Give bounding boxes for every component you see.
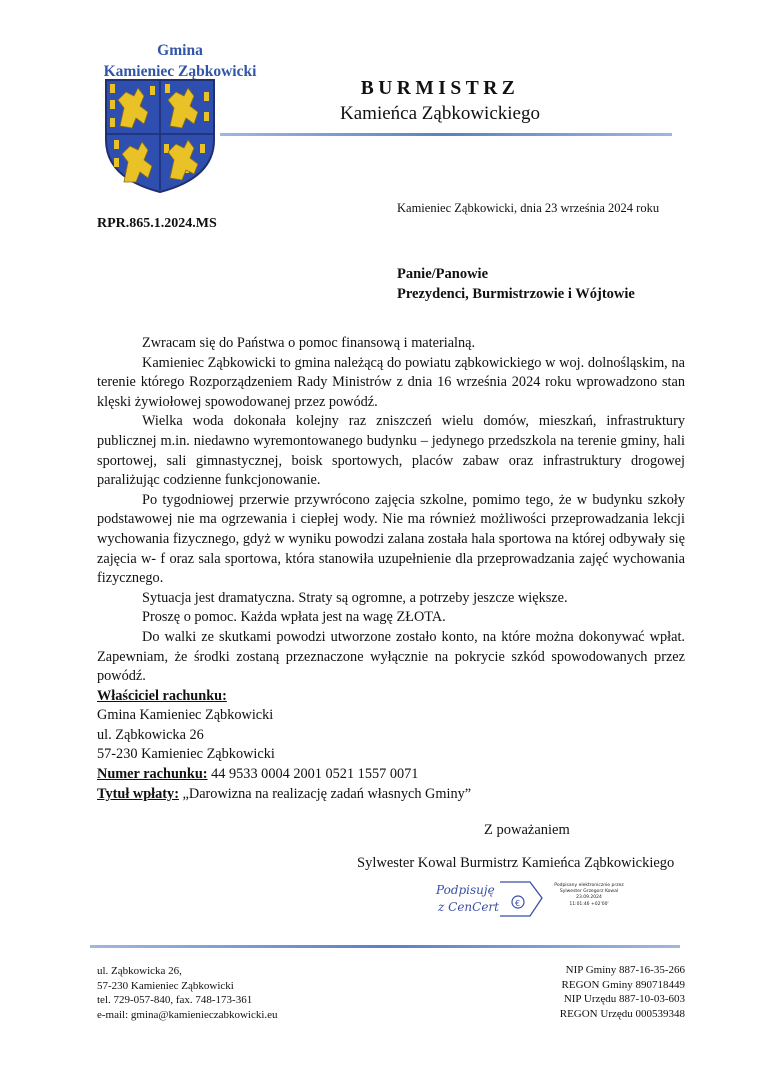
addressee-salutation: Panie/Panowie [397,266,489,282]
signer-name: Sylwester Kowal Burmistrz Kamieńca Ząbkowickiego [357,855,675,871]
footer-divider [90,945,680,948]
footer-line: NIP Gminy 887-16-35-266 [565,964,685,976]
gmina-municipality-name: Kamieniec Ząbkowicki [103,63,257,80]
svg-text:€: € [515,899,521,908]
signature-meta-line: Podpisany elektronicznie przez [554,883,624,888]
footer-line: ul. Ząbkowicka 26, [97,965,182,977]
closing-phrase: Z poważaniem [484,822,570,838]
paragraph: Proszę o pomoc. Każda wpłata jest na wagę ZŁOTA. [142,609,446,626]
paragraph: Zwracam się do Państwa o pomoc finansową i materialną. [142,335,476,351]
signature-meta-line: 23.09.2024 [576,895,602,901]
place-and-date: Kamieniec Ząbkowicki, dnia 23 września 2024 roku [397,201,660,215]
gmina-logo-text [92,40,268,82]
footer-line: NIP Urzędu 887-10-03-603 [563,993,685,1005]
paragraph: Po tygodniowej przerwie przywrócono zajęcia szkolne, pomimo tego, że w budynku szkoły podstawowej nie ma ogrzewania i ciepłej wody. Nie ma również możliwości przeprowadzania lekcji wychowania fizycznego, gdyż w wyniku powodzi zalana została hala sportowa na której odbywały się zajęcia w- f oraz sala sportowa, która stanowiła uzupełnienie dla przeprowadzania zajęć wychowania fizycznego. [97,491,685,587]
footer-registry [560,963,685,1021]
paragraph: Do walki ze skutkami powodzi utworzone zostało konto, na które można dokonywać wpłat. Zapewniam, że środki zostaną przeznaczone wyłącznie na pokrycie szkód spowodowanych przez powódź. [97,628,685,685]
signature-script [436,882,499,916]
footer-contact [97,964,278,1022]
header-divider [220,133,672,136]
footer-line: REGON Gminy 890718449 [561,978,685,991]
account-owner-line: 57-230 Kamieniec Ząbkowicki [97,746,275,763]
paragraph: Sytuacja jest dramatyczna. Straty są ogromne, a potrzeby jeszcze większe. [142,589,568,606]
paragraph: Wielka woda dokonała kolejny raz zniszczeń wielu domów, mieszkań, infrastruktury publicznej m.in. niedawno wyremontowanego budynku – jedynego przedszkola na terenie gminy, hali sportowej, sali gimnastycznej, boisk sportowych, placów zabaw oraz infrastruktury drogowej paraliżując codzienne funkcjonowanie. [97,413,685,489]
footer-line: 57-230 Kamieniec Ząbkowicki [97,979,234,992]
footer-line: tel. 729-057-840, fax. 748-173-361 [97,994,253,1006]
account-owner-line: ul. Ząbkowicka 26 [97,726,204,743]
paragraph: Kamieniec Ząbkowicki to gmina należącą do powiatu ząbkowickiego w woj. dolnośląskim, na terenie którego Rozporządzeniem Rady Ministrów z dnia 16 września 2024 roku wprowadzono stan klęski żywiołowej spowodowanej przez powódź. [97,354,685,410]
office-title: BURMISTRZ [360,78,520,99]
coat-of-arms-icon [104,78,216,194]
account-owner-label: Właściciel rachunku: [97,687,227,704]
account-number-label: Numer rachunku: [97,766,208,783]
signature-script-line: z CenCert [438,900,499,914]
account-number-line [97,765,685,785]
account-number: 44 9533 0004 2001 0521 1557 0071 [207,766,419,783]
transfer-title-label: Tytuł wpłaty: [97,785,179,802]
signature-metadata [548,883,630,908]
office-subtitle: Kamieńca Ząbkowickiego [340,103,540,124]
transfer-title-line [97,785,685,805]
letter-body [97,334,685,804]
gmina-label: Gmina [157,42,203,59]
transfer-title: „Darowizna na realizację zadań własnych Gminy” [178,785,472,802]
signature-meta-line: 11:01:46 +02'00' [569,901,609,907]
signature-script-line: Podpisuję [436,883,495,897]
footer-email: e-mail: gmina@kamienieczabkowicki.eu [97,1008,278,1021]
account-owner-line: Gmina Kamieniec Ząbkowicki [97,707,274,724]
footer-line: REGON Urzędu 000539348 [559,1007,685,1020]
signature-meta-line: Sylwester Grzegorz Kowal [559,889,619,895]
addressee-recipients: Prezydenci, Burmistrzowie i Wójtowie [397,286,635,302]
reference-number: RPR.865.1.2024.MS [97,216,217,231]
account-owner-block [97,687,685,765]
